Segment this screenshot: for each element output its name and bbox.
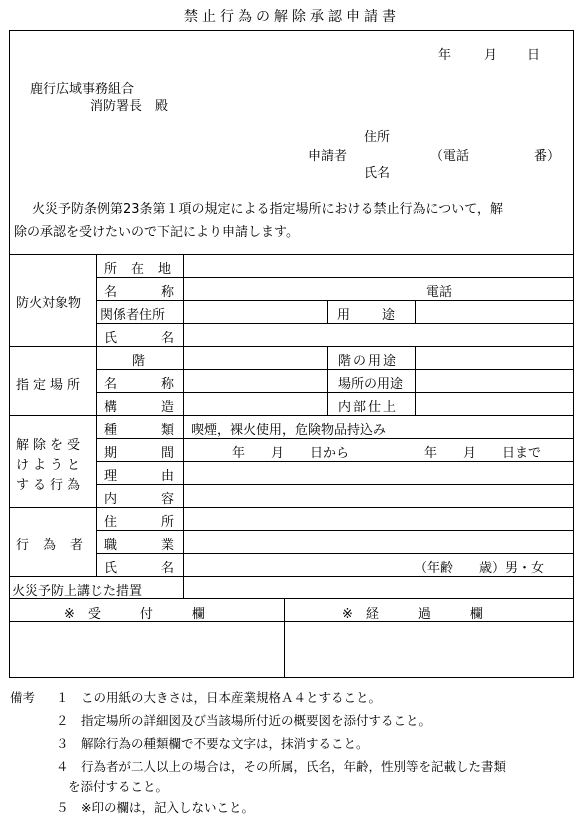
- grid-line: [96, 461, 574, 462]
- grid-line: [96, 530, 574, 531]
- measures-label: 火災予防上講じた措置: [12, 584, 143, 599]
- applicant-name-label: 氏名: [364, 166, 391, 181]
- grid-line: [9, 346, 574, 347]
- grid-vline: [327, 346, 328, 415]
- release-group-label-3: する行為: [16, 478, 85, 493]
- grid-line: [96, 323, 574, 324]
- note-1: １ この用紙の大きさは，日本産業規格Ａ４とすること。: [56, 690, 382, 705]
- release-kind-label: [104, 419, 219, 438]
- grid-line: [96, 369, 574, 370]
- grid-line: [96, 438, 574, 439]
- actor-age-sex: （年齢 歳）男・女: [414, 561, 545, 576]
- actor-address-label: [104, 511, 219, 530]
- grid-line: [96, 484, 574, 485]
- grid-line: [96, 553, 574, 554]
- target-name-label: [104, 281, 219, 300]
- release-reason-label: [104, 465, 219, 484]
- actor-job-label: [104, 534, 219, 553]
- grid-vline: [183, 576, 184, 598]
- designated-structure-text: 構造: [104, 400, 219, 415]
- applicant-address-label: 住所: [364, 130, 391, 145]
- applicant-phone: （電話 番）: [430, 149, 561, 164]
- grid-vline: [415, 346, 416, 415]
- target-use-text: 用途: [337, 308, 428, 323]
- note-3: ３ 解除行為の種類欄で不要な文字は，抹消すること。: [56, 736, 369, 751]
- release-content-label: [104, 488, 219, 507]
- applicant-label: 申請者: [308, 149, 348, 164]
- date-year-label: 年: [438, 48, 452, 63]
- designated-place-use-label: 場所の用途: [338, 377, 404, 392]
- addressee-org: 鹿行広域事務組合: [30, 82, 135, 97]
- release-kind-value: 喫煙，裸火使用，危険物品持込み: [191, 423, 387, 438]
- body-text-line2: 除の承認を受けたいので下記により申請します。: [14, 225, 299, 240]
- target-location-text: 所在地: [104, 262, 186, 277]
- target-related-address-label: 関係者住所: [100, 308, 166, 323]
- target-owner-name-label: [104, 327, 219, 346]
- actor-group-label: 行為者: [16, 538, 98, 553]
- grid-line: [96, 300, 574, 301]
- target-name-text: 名称: [104, 285, 219, 300]
- designated-group-label: 指定場所: [16, 378, 85, 393]
- actor-name-text: 氏名: [104, 561, 219, 576]
- body-text-line1: 火災予防条例第23条第１項の規定による指定場所における禁止行為について，解: [32, 202, 504, 217]
- release-group-label-2: けようと: [16, 458, 85, 473]
- note-2: ２ 指定場所の詳細図及び当該場所付近の概要図を添付すること。: [56, 713, 432, 728]
- progress-label: ※ 経 過 欄: [342, 607, 483, 622]
- table-top-line: [9, 254, 574, 255]
- target-phone-label: 電話: [426, 285, 453, 300]
- grid-line: [96, 277, 574, 278]
- release-reason-text: 理由: [104, 469, 219, 484]
- actor-name-label: [104, 557, 219, 576]
- form-title: 禁止行為の解除承認申請書: [184, 9, 400, 25]
- actor-address-text: 住所: [104, 515, 219, 530]
- grid-line: [9, 415, 574, 416]
- release-period-text: 期間: [104, 446, 219, 461]
- designated-name-label: [104, 373, 219, 392]
- release-group-label-1: 解除を受: [16, 438, 85, 453]
- date-day-label: 日: [527, 48, 541, 63]
- release-content-text: 内容: [104, 492, 219, 507]
- release-period-label: [104, 442, 219, 461]
- note-5: ５ ※印の欄は，記入しないこと。: [56, 800, 254, 815]
- grid-line: [96, 392, 574, 393]
- release-kind-text: 種類: [104, 423, 219, 438]
- target-use-label: [337, 304, 428, 323]
- date-month-label: 月: [484, 48, 498, 63]
- actor-job-text: 職業: [104, 538, 219, 553]
- receipt-label: ※ 受 付 欄: [64, 607, 205, 622]
- target-location-label: [104, 258, 186, 277]
- designated-interior-label: 内部仕上: [338, 400, 399, 415]
- release-period-from: 年 月 日から: [232, 446, 350, 461]
- grid-line: [9, 507, 574, 508]
- target-group-label: 防火対象物: [16, 296, 82, 311]
- notes-head: 備考: [10, 690, 36, 705]
- designated-name-text: 名称: [104, 377, 219, 392]
- note-4a: ４ 行為者が二人以上の場合は，その所属，氏名，年齢，性別等を記載した書類: [56, 759, 507, 774]
- grid-vline: [284, 598, 285, 678]
- grid-vline: [96, 254, 97, 576]
- note-4b: を添付すること。: [68, 779, 169, 794]
- designated-floor-use-label: 階の用途: [338, 354, 399, 369]
- addressee-chief: 消防署長 殿: [90, 99, 169, 114]
- target-owner-name-text: 氏名: [104, 331, 219, 346]
- designated-structure-label: [104, 396, 219, 415]
- release-period-to: 年 月 日まで: [424, 446, 542, 461]
- grid-vline: [327, 300, 328, 323]
- grid-line: [9, 576, 574, 577]
- designated-floor-label: 階: [132, 354, 146, 369]
